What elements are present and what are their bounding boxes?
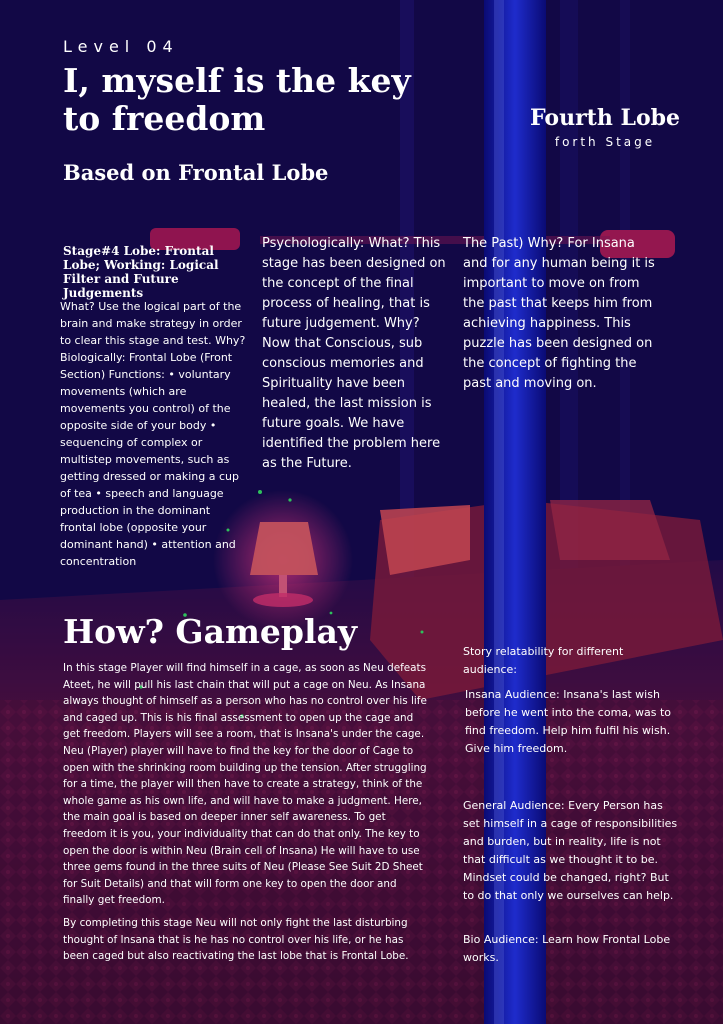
- story-intro: Story relatability for different audience:: [463, 645, 624, 676]
- stage-body: What? Use the logical part of the brain and make strategy in order to clear this stage and test. Why? Biologically: Frontal Lobe (Front Section) Functions: • voluntary movements (which are movements you control) of the opposite side of your body • sequencing of complex or multistep movements, such as getting dressed or making a cup of tea • speech and language production in the dominant frontal lobe (opposite your dominant hand) • attention and concentration: [60, 300, 246, 568]
- page-title: I, myself is the key to freedom: [63, 61, 411, 138]
- gameplay-heading: How? Gameplay: [63, 612, 358, 651]
- story-general: General Audience: Every Person has set himself in a cage of responsibilities and burden, but in reality, life is not that difficult as we thought it to be. Mindset could be changed, right? But to do that only we ourselves can help.: [463, 799, 678, 902]
- badge-subtitle: forth Stage: [554, 135, 656, 149]
- story-insana: Insana Audience: Insana's last wish before he went into the coma, was to find freedom. Help him fulfil his wish. Give him freedom.: [465, 688, 672, 755]
- level-label: Level 04: [63, 37, 179, 56]
- gameplay-paragraph-2: By completing this stage Neu will not only fight the last disturbing thought of Insana that is he has no control over his life, or he has been caged but also reactivating the last lobe that is Frontal Lobe.: [63, 917, 409, 963]
- badge-title: Fourth Lobe: [530, 105, 681, 131]
- gameplay-paragraph-1: In this stage Player will find himself in a cage, as soon as Neu defeats Ateet, he will pull his last chain that will put a cage on Neu. As Insana always thought of himself as a person who has no control over his life and caged up. This is his final assessment to open up the cage and get freedom. Players will see a room, that is Insana's under the cage. Neu (Player) player will have to find the key for the door of Cage to open with the shrinking room building up the tension. After struggling for a time, the player will then have to create a strategy, think of the whole game as his own life, and will have to make a judgment. Here, the main goal is based on deeper inner self awareness. To get freedom it is you, your individuality that can do that only. The key to open the door is within Neu (Brain cell of Insana) He will have to use three gems found in the three suits of Neu (Please See Suit 2D Sheet for Suit Details) and that will form one key to open the door and finally get freedom.: [63, 662, 427, 907]
- stage-heading: Stage#4 Lobe: Frontal Lobe; Working: Logical Filter and Future Judgements: [63, 244, 219, 300]
- page-subtitle: Based on Frontal Lobe: [63, 160, 329, 185]
- psych-column-2: The Past) Why? For Insana and for any human being it is important to move on from the past that keeps him from achieving happiness. This puzzle has been designed on the concept of fighting the past and moving on.: [463, 236, 655, 391]
- psych-column-1: Psychologically: What? This stage has been designed on the concept of the final process of healing, that is future judgement. Why? Now that Conscious, sub conscious memories and Spirituality have been healed, the last mission is future goals. We have identified the problem here as the Future.: [262, 236, 446, 471]
- story-bio: Bio Audience: Learn how Frontal Lobe works.: [463, 933, 671, 964]
